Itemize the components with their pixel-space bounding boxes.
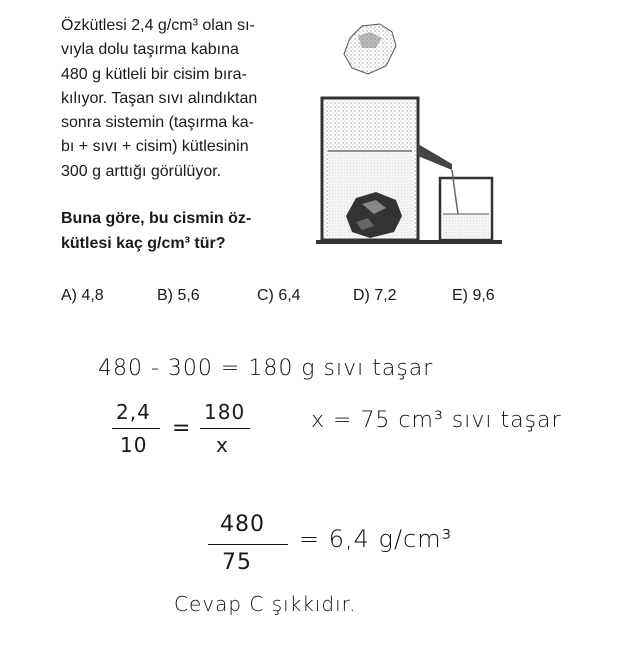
- solution-volume: [311, 408, 562, 433]
- question-prompt-line: Buna göre, bu cismin öz-: [61, 210, 252, 227]
- ratio-denominator-right: x: [216, 433, 229, 457]
- option-d[interactable]: D) 7,2: [353, 287, 397, 304]
- question-line: kılıyor. Taşan sıvı alındıktan: [61, 89, 258, 107]
- equals-sign: =: [172, 416, 191, 441]
- question-prompt: [61, 206, 311, 256]
- overflow-vessel-figure: [310, 18, 510, 258]
- density-numerator: 480: [220, 512, 265, 537]
- option-e[interactable]: E) 9,6: [452, 287, 495, 304]
- ratio-numerator-left: 2,4: [116, 400, 151, 424]
- answer-options: [61, 287, 541, 311]
- option-b[interactable]: B) 5,6: [157, 287, 200, 304]
- fraction-bar: [208, 544, 288, 545]
- question-line: 300 g arttığı görülüyor.: [61, 162, 222, 180]
- ratio-numerator-right: 180: [204, 400, 246, 424]
- volume-text: x = 75 cm³ sıvı taşar: [311, 408, 562, 433]
- question-text: [61, 14, 311, 184]
- question-line: 480 g kütleli bir cisim bıra-: [61, 65, 247, 83]
- solution-line-1: 480 - 300 = 180 g sıvı taşar: [98, 356, 434, 381]
- fraction-bar: [200, 428, 250, 429]
- question-line: sonra sistemin (taşırma ka-: [61, 114, 254, 132]
- answer-text: Cevap C şıkkıdır.: [174, 592, 357, 616]
- question-line: Özkütlesi 2,4 g/cm³ olan sı-: [61, 17, 255, 34]
- density-denominator: 75: [222, 550, 252, 575]
- stone-icon: [344, 24, 396, 74]
- beaker: [440, 170, 492, 240]
- question-line: vıyla dolu taşırma kabına: [61, 41, 239, 59]
- ratio-denominator-left: 10: [120, 433, 148, 457]
- question-line: bı + sıvı + cisim) kütlesinin: [61, 138, 249, 156]
- fraction-bar: [112, 428, 160, 429]
- option-a[interactable]: A) 4,8: [61, 287, 104, 304]
- option-c[interactable]: C) 6,4: [257, 287, 301, 304]
- question-prompt-line: kütlesi kaç g/cm³ tür?: [61, 235, 226, 252]
- density-result: = 6,4 g/cm³: [299, 525, 453, 553]
